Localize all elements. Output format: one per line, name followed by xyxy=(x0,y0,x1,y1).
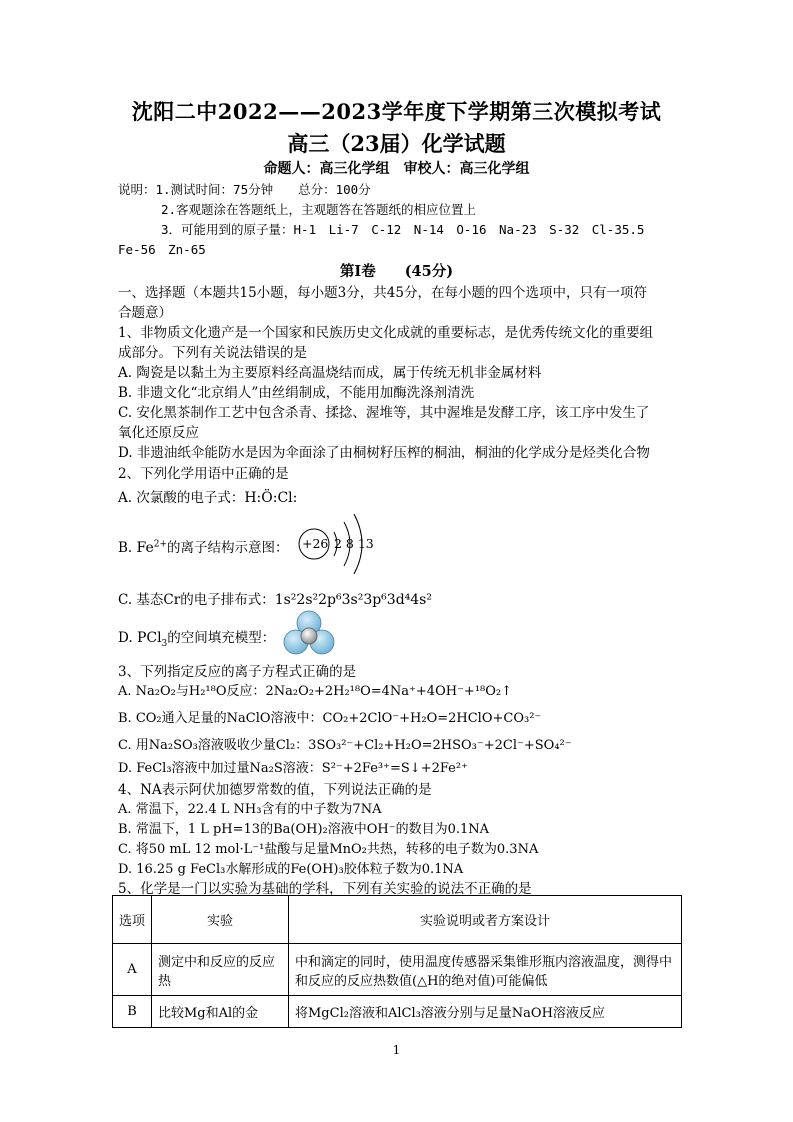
q3-stem: 3、下列指定反应的离子方程式正确的是 xyxy=(118,664,357,680)
header-experiment: 实验 xyxy=(152,896,289,944)
cr-electron-config: 1s²2s²2p⁶3s²3p⁶3d⁴4s² xyxy=(274,592,432,608)
authors-line: 命题人：高三化学组 审校人：高三化学组 xyxy=(263,161,530,177)
q5-stem: 5、化学是一门以实验为基础的学科，下列有关实验的说法不正确的是 xyxy=(118,881,532,897)
fe-ion-symbol: $Fe^{2+}$ xyxy=(136,539,168,556)
q2-option-c-text: C. 基态Cr的电子排布式： xyxy=(118,592,275,608)
exam-title: 沈阳二中2022——2023学年度下学期第三次模拟考试 xyxy=(131,99,662,124)
page-number: 1 xyxy=(392,1043,401,1057)
q1-option-c-2: 氧化还原反应 xyxy=(118,425,199,441)
note-answer: 2.客观题涂在答题纸上，主观题答在答题纸的相应位置上 xyxy=(161,202,477,217)
nucleus-charge: +26 xyxy=(302,536,329,551)
q5-table xyxy=(112,895,682,1028)
q3-option-d: D. FeCl₃溶液中加过量Na₂S溶液：S²⁻+2Fe³⁺=S↓+2Fe²⁺ xyxy=(118,761,468,776)
row-b-description: 将MgCl₂溶液和AlCl₃溶液分别与足量NaOH溶液反应 xyxy=(289,996,682,1028)
q2-option-a xyxy=(118,486,297,506)
row-b-experiment: 比较Mg和Al的金 xyxy=(152,996,289,1028)
q4-option-a: A. 常温下，22.4 L NH₃含有的中子数为7NA xyxy=(118,802,382,817)
intro-line-1: 一、选择题（本题共15小题，每小题3分，共45分，在每小题的四个选项中，只有一项符 xyxy=(118,285,647,301)
exam-subtitle: 高三（23届）化学试题 xyxy=(287,131,506,156)
q4-option-d: D. 16.25 g FeCl₃水解形成的Fe(OH)₃胶体粒子数为0.1NA xyxy=(118,862,464,877)
q3-option-a: A. Na₂O₂与H₂¹⁸O反应：2Na₂O₂+2H₂¹⁸O=4Na⁺+4OH⁻+¹⁸O₂↑ xyxy=(118,684,513,699)
q2-option-d-label: D. xyxy=(118,630,133,646)
q3-option-b: B. CO₂通入足量的NaClO溶液中：CO₂+2ClO⁻+H₂O=2HClO+CO₃²⁻ xyxy=(118,711,542,726)
q2-option-a-text: A. 次氯酸的电子式： xyxy=(118,490,245,506)
row-a-description: 中和滴定的同时，使用温度传感器采集锥形瓶内溶液温度，测得中和反应的反应热数值(△H的绝对值)可能偏低 xyxy=(289,944,682,996)
row-a-experiment: 测定中和反应的反应热 xyxy=(152,944,289,996)
q2-option-b-label: B. xyxy=(118,540,133,556)
pcl3-space-filling-model xyxy=(283,610,335,658)
q4-stem: 4、NA表示阿伏加德罗常数的值，下列说法正确的是 xyxy=(118,782,432,798)
intro-line-2: 合题意） xyxy=(118,305,172,321)
note-atomic-mass: 3．可能用到的原子量：H-1 Li-7 C-12 N-14 O-16 Na-23 S-32 Cl-35.5 xyxy=(161,222,645,237)
note-atomic-mass-cont: Fe-56 Zn-65 xyxy=(118,242,206,257)
q1-option-c-1: C. 安化黑茶制作工艺中包含杀青、揉捻、渥堆等，其中渥堆是发酵工序，该工序中发生了 xyxy=(118,405,650,421)
phosphorus-atom xyxy=(301,628,317,644)
q4-option-b: B. 常温下，1 L pH=13的Ba(OH)₂溶液中OH⁻的数目为0.1NA xyxy=(118,822,490,837)
table-row xyxy=(113,996,682,1028)
q2-option-b xyxy=(118,536,289,556)
q2-option-d-text: 的空间填充模型： xyxy=(167,630,276,646)
table-row xyxy=(113,944,682,996)
q3-option-c: C. 用Na₂SO₃溶液吸收少量Cl₂：3SO₃²⁻+Cl₂+H₂O=2HSO₃⁻+2Cl⁻+SO₄²⁻ xyxy=(118,738,572,753)
q1-option-d: D. 非遗油纸伞能防水是因为伞面涂了由桐树籽压榨的桐油，桐油的化学成分是烃类化合物 xyxy=(118,445,650,461)
header-description: 实验说明或者方案设计 xyxy=(289,896,682,944)
q2-option-d xyxy=(118,626,276,649)
hclo-electron-formula: H:Ö:Cl: xyxy=(244,490,298,506)
q2-option-b-text: 的离子结构示意图： xyxy=(167,540,289,556)
section-heading: 第Ⅰ卷 (45分) xyxy=(339,263,454,280)
table-header-row xyxy=(113,896,682,944)
note-time: 说明：1.测试时间：75分钟 总分：100分 xyxy=(118,182,371,197)
row-a-option: A xyxy=(113,944,152,996)
q2-option-c xyxy=(118,588,432,608)
row-b-option: B xyxy=(113,996,152,1028)
q1-option-a: A. 陶瓷是以黏土为主要原料经高温烧结而成，属于传统无机非金属材料 xyxy=(118,365,542,381)
q1-stem-2: 成部分。下列有关说法错误的是 xyxy=(118,345,307,361)
q4-option-c: C. 将50 mL 12 mol·L⁻¹盐酸与足量MnO₂共热，转移的电子数为0.3NA xyxy=(118,842,539,857)
pcl3-formula: PCl$_3$ xyxy=(136,630,168,649)
q1-option-b: B. 非遗文化“北京绢人”由丝绢制成，不能用加酶洗涤剂清洗 xyxy=(118,385,475,401)
q2-stem: 2、下列化学用语中正确的是 xyxy=(118,466,289,482)
q1-stem-1: 1、非物质文化遗产是一个国家和民族历史文化成就的重要标志，是优秀传统文化的重要组 xyxy=(118,325,654,341)
header-option: 选项 xyxy=(113,896,152,944)
electron-shells: 2 8 13 xyxy=(334,536,374,551)
